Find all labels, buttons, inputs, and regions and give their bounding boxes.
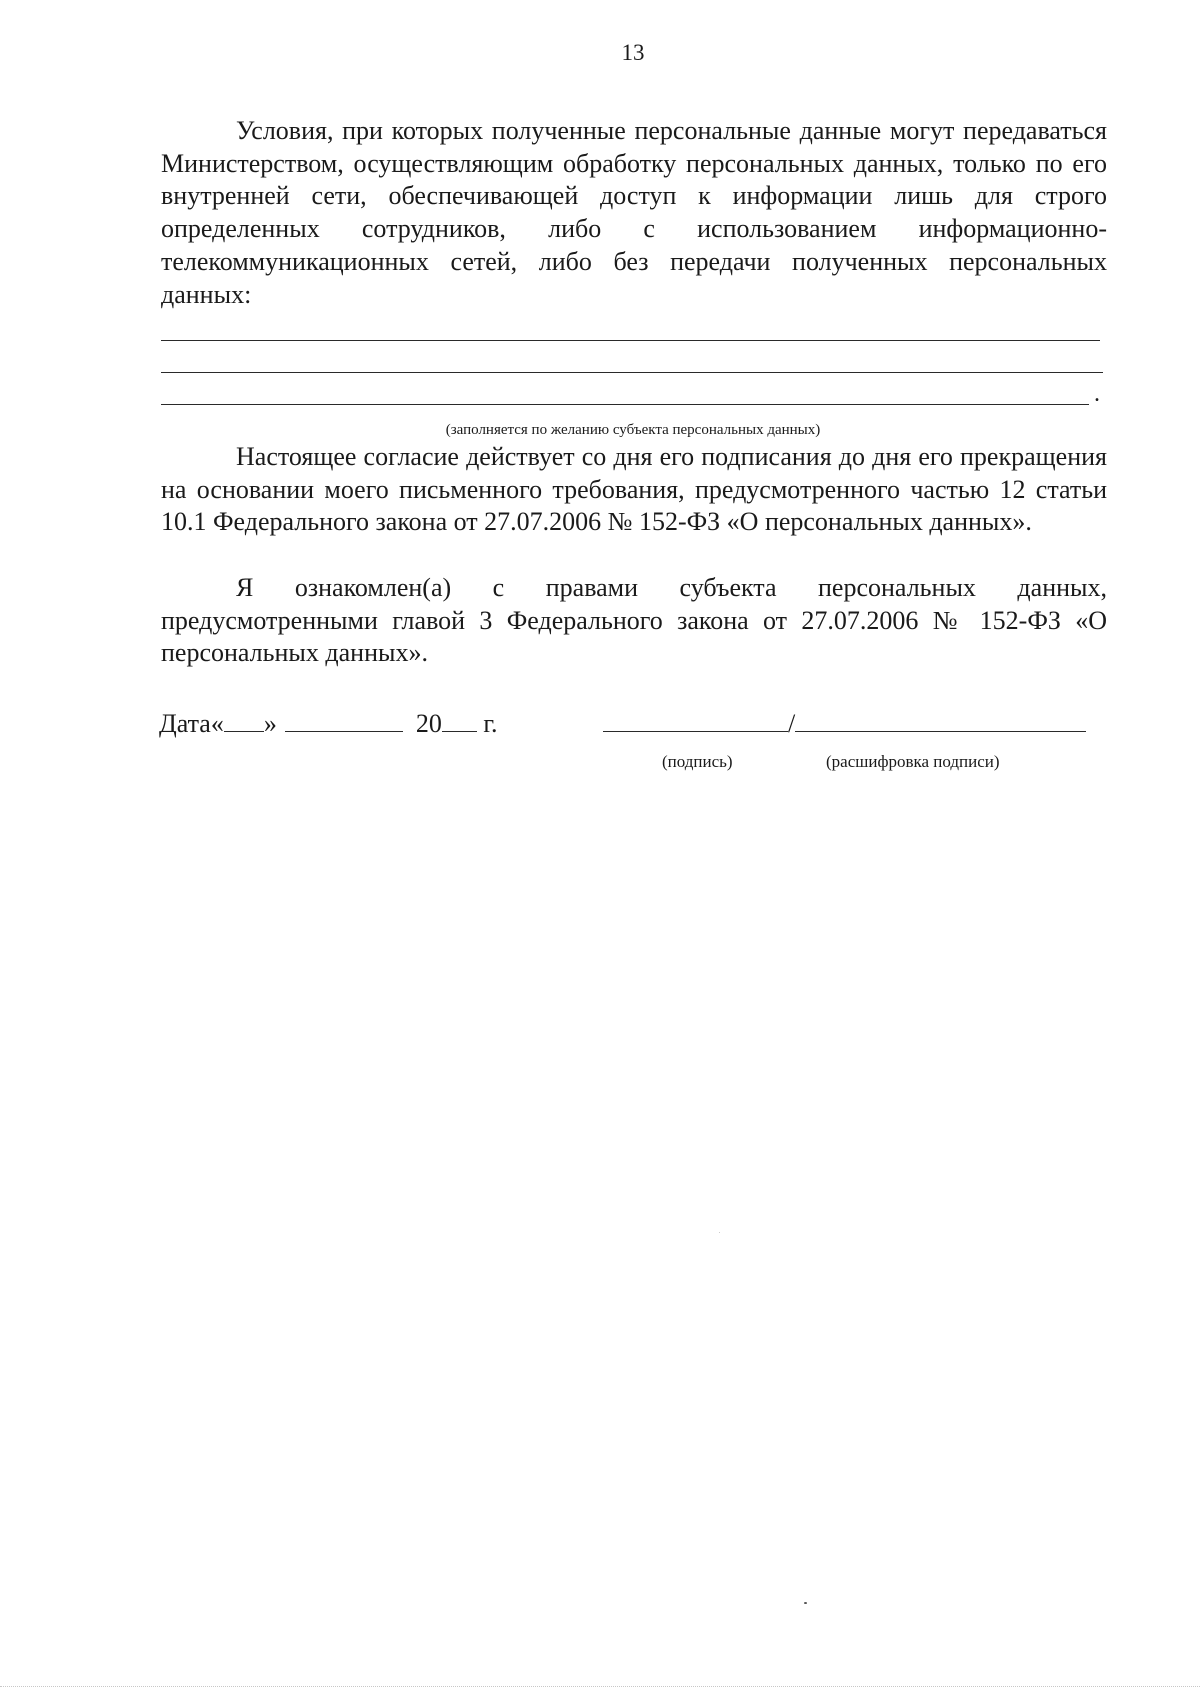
acknowledgement-paragraph: Я ознакомлен(а) с правами субъекта персональных данных, предусмотренными главой 3 Федерального закона от 27.07.2006 № 152-ФЗ «О персональных данных». bbox=[161, 573, 1107, 668]
year-blank[interactable] bbox=[442, 707, 477, 732]
conditions-paragraph: Условия, при которых полученные персональные данные могут передаваться Министерством, осуществляющим обработку персональных данных, только по его внутренней сети, обеспечивающей доступ к информации лишь для строго определенных сотрудников, либо с использованием информационно-телекоммуникационных сетей, либо без передачи полученных персональных данных: bbox=[161, 116, 1107, 309]
year-prefix: 20 bbox=[415, 709, 442, 738]
day-blank[interactable] bbox=[224, 707, 264, 732]
month-blank[interactable] bbox=[285, 707, 403, 732]
page-number: 13 bbox=[621, 40, 645, 65]
scan-edge bbox=[0, 1686, 1200, 1687]
scan-speck bbox=[719, 1232, 720, 1233]
fill-in-note: (заполняется по желанию субъекта персональных данных) bbox=[445, 422, 821, 438]
date-label: Дата bbox=[159, 709, 211, 738]
scan-speck bbox=[804, 1602, 807, 1604]
quote-close: » bbox=[263, 709, 277, 738]
fill-in-end-mark: . bbox=[1094, 381, 1100, 407]
fill-in-line[interactable] bbox=[161, 404, 1089, 405]
validity-paragraph: Настоящее согласие действует со дня его подписания до дня его прекращения на основании моего письменного требования, предусмотренного частью 12 статьи 10.1 Федерального закона от 27.07.2006 № 152-ФЗ «О персональных данных». bbox=[161, 442, 1107, 537]
signature-caption: (подпись) bbox=[662, 752, 733, 771]
signature-field bbox=[603, 707, 1086, 739]
year-suffix: г. bbox=[483, 709, 498, 738]
signature-separator: / bbox=[788, 709, 796, 738]
signature-decode-blank[interactable] bbox=[795, 707, 1086, 732]
signature-blank[interactable] bbox=[603, 707, 788, 732]
date-field bbox=[159, 707, 498, 739]
signature-decode-caption: (расшифровка подписи) bbox=[826, 752, 1000, 771]
fill-in-line[interactable] bbox=[161, 372, 1103, 373]
quote-open: « bbox=[210, 709, 224, 738]
fill-in-line[interactable] bbox=[161, 340, 1100, 341]
